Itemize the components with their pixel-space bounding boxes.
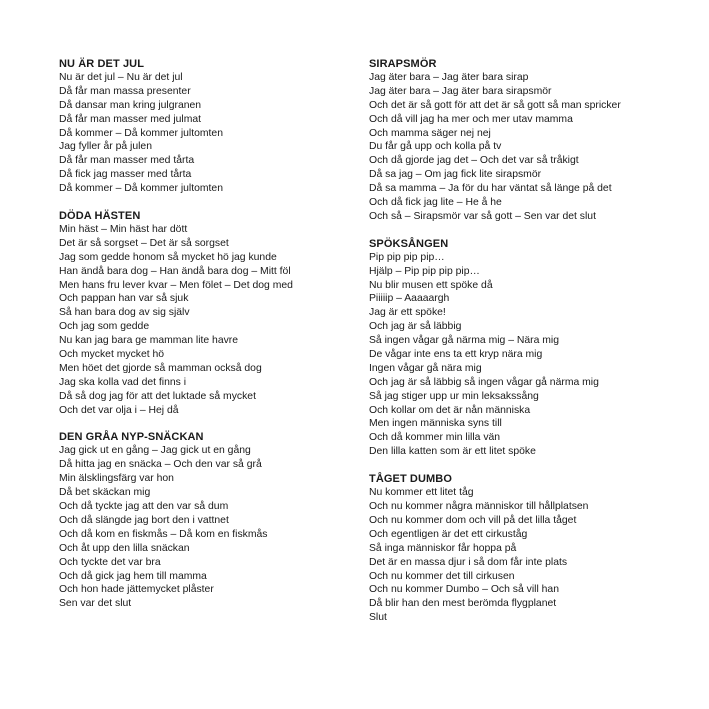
lyrics-list (369, 71, 669, 224)
lyric-line: Och då gjorde jag det – Och det var så tråkigt (369, 155, 579, 167)
lyric-line: Och jag är så läbbig så ingen vågar gå närma mig (369, 376, 599, 388)
lyric-line: Då dansar man kring julgranen (59, 99, 202, 111)
lyric-line: Då fick jag masser med tårta (59, 169, 192, 181)
lyric-line: De vågar inte ens ta ett kryp nära mig (369, 349, 543, 361)
song-block (369, 57, 669, 224)
lyric-line: Och egentligen är det ett cirkuståg (369, 528, 528, 540)
lyric-line: Och så – Sirapsmör var så gott – Sen var det slut (369, 210, 596, 222)
song-title: TÅGET DUMBO (369, 473, 452, 486)
lyric-line: Jag äter bara – Jag äter bara sirap (369, 72, 529, 83)
lyric-line: Och jag som gedde (59, 321, 150, 333)
lyric-line: Min älsklingsfärg var hon (59, 473, 174, 485)
lyric-line: Piiiiip – Aaaaargh (369, 293, 450, 305)
song-block (59, 209, 359, 417)
lyric-line: Men hans fru lever kvar – Men fölet – Det dog med (59, 279, 293, 291)
lyric-line: Och då kom en fiskmås – Då kom en fiskmås (59, 528, 268, 540)
lyric-line: Jag är ett spöke! (369, 307, 446, 319)
lyric-line: Jag som gedde honom så mycket hö jag kunde (59, 251, 277, 263)
lyric-line: Och hon hade jättemycket plåster (59, 584, 214, 596)
lyric-line: Då så dog jag för att det luktade så mycket (59, 390, 256, 402)
lyric-line: Hjälp – Pip pip pip pip… (369, 265, 480, 277)
lyrics-list (369, 486, 669, 625)
lyric-line: Sen var det slut (59, 598, 132, 610)
lyric-line: Jag ska kolla vad det finns i (59, 376, 187, 388)
song-block (59, 430, 359, 611)
lyric-line: Då sa jag – Om jag fick lite sirapsmör (369, 169, 542, 181)
lyric-line: Då får man masser med tårta (59, 155, 195, 167)
lyric-line: Och åt upp den lilla snäckan (59, 542, 190, 554)
lyric-line: Och då kommer min lilla vän (369, 432, 501, 444)
lyric-line: Pip pip pip pip… (369, 251, 445, 263)
lyric-line: Den lilla katten som är ett litet spöke (369, 446, 536, 458)
lyrics-list (59, 71, 359, 196)
song-title: SPÖKSÅNGEN (369, 237, 449, 250)
lyric-line: Jag äter bara – Jag äter bara sirapsmör (369, 85, 552, 97)
lyric-line: Nu kan jag bara ge mamman lite havre (59, 335, 239, 347)
lyrics-list (59, 444, 359, 611)
lyric-line: Och nu kommer Dumbo – Och så vill han (369, 584, 559, 596)
lyric-line: Och det var olja i – Hej då (59, 404, 179, 416)
lyric-line: Nu blir musen ett spöke då (369, 279, 493, 291)
lyric-line: Och då vill jag ha mer och mer utav mamma (369, 113, 573, 125)
song-block (59, 57, 359, 196)
lyric-line: Så inga människor får hoppa på (369, 542, 517, 554)
song-block (369, 237, 669, 459)
right-column (369, 57, 669, 638)
lyric-line: Jag fyller år på julen (59, 141, 152, 153)
lyric-line: Ingen vågar gå nära mig (369, 362, 482, 374)
lyric-line: Och nu kommer det till cirkusen (369, 570, 515, 582)
lyric-line: Och då slängde jag bort den i vattnet (59, 514, 229, 526)
lyric-line: Jag gick ut en gång – Jag gick ut en gång (59, 445, 251, 457)
lyric-line: Och mycket mycket hö (59, 349, 165, 361)
lyric-line: Så han bara dog av sig själv (59, 307, 190, 319)
lyric-line: Och då gick jag hem till mamma (59, 570, 207, 582)
lyric-line: Då bet skäckan mig (59, 487, 151, 499)
lyric-line: Då får man massa presenter (59, 85, 191, 97)
lyric-line: Slut (369, 612, 387, 624)
lyric-line: Och nu kommer dom och vill på det lilla tåget (369, 514, 577, 526)
lyric-line: Min häst – Min häst har dött (59, 224, 188, 236)
song-title: SIRAPSMÖR (369, 58, 437, 70)
lyric-line: Då hitta jag en snäcka – Och den var så grå (59, 459, 262, 471)
lyric-line: Han ändå bara dog – Han ändå bara dog – Mitt föl (59, 265, 291, 277)
lyric-line: Så jag stiger upp ur min leksakssång (369, 390, 539, 402)
lyric-line: Och kollar om det är nån människa (369, 404, 531, 416)
song-title: DÖDA HÄSTEN (59, 210, 141, 223)
lyric-line: Då kommer – Då kommer jultomten (59, 127, 223, 139)
lyric-line: Och då fick jag lite – He å he (369, 197, 502, 209)
lyric-line: Och tyckte det var bra (59, 556, 161, 568)
lyric-line: Det är en massa djur i så dom får inte plats (369, 556, 568, 568)
lyric-line: Så ingen vågar gå närma mig – Nära mig (369, 335, 560, 347)
lyric-line: Då blir han den mest berömda flygplanet (369, 598, 557, 610)
lyrics-list (59, 223, 359, 417)
lyric-line: Men höet det gjorde så mamman också dog (59, 362, 262, 374)
lyric-line: Men ingen människa syns till (369, 418, 502, 430)
lyrics-list (369, 251, 669, 459)
lyric-line: Då kommer – Då kommer jultomten (59, 183, 223, 195)
lyric-line: Och det är så gott för att det är så gott så man spricker (369, 99, 621, 111)
lyric-line: Och pappan han var så sjuk (59, 293, 189, 305)
lyric-line: Då får man masser med julmat (59, 113, 202, 125)
lyric-line: Då sa mamma – Ja för du har väntat så länge på det (369, 183, 612, 195)
lyric-line: Det är så sorgset – Det är så sorgset (59, 237, 229, 249)
lyric-line: Och mamma säger nej nej (369, 127, 491, 139)
lyric-line: Nu är det jul – Nu är det jul (59, 72, 183, 83)
song-block (369, 472, 669, 625)
lyric-line: Och då tyckte jag att den var så dum (59, 501, 229, 513)
lyric-line: Du får gå upp och kolla på tv (369, 141, 502, 153)
lyric-line: Och nu kommer några människor till hållplatsen (369, 501, 589, 513)
lyric-line: Nu kommer ett litet tåg (369, 487, 474, 499)
song-title: DEN GRÅA NYP-SNÄCKAN (59, 431, 204, 444)
song-title: NU ÄR DET JUL (59, 58, 145, 70)
lyric-line: Och jag är så läbbig (369, 321, 462, 333)
left-column (59, 57, 359, 624)
